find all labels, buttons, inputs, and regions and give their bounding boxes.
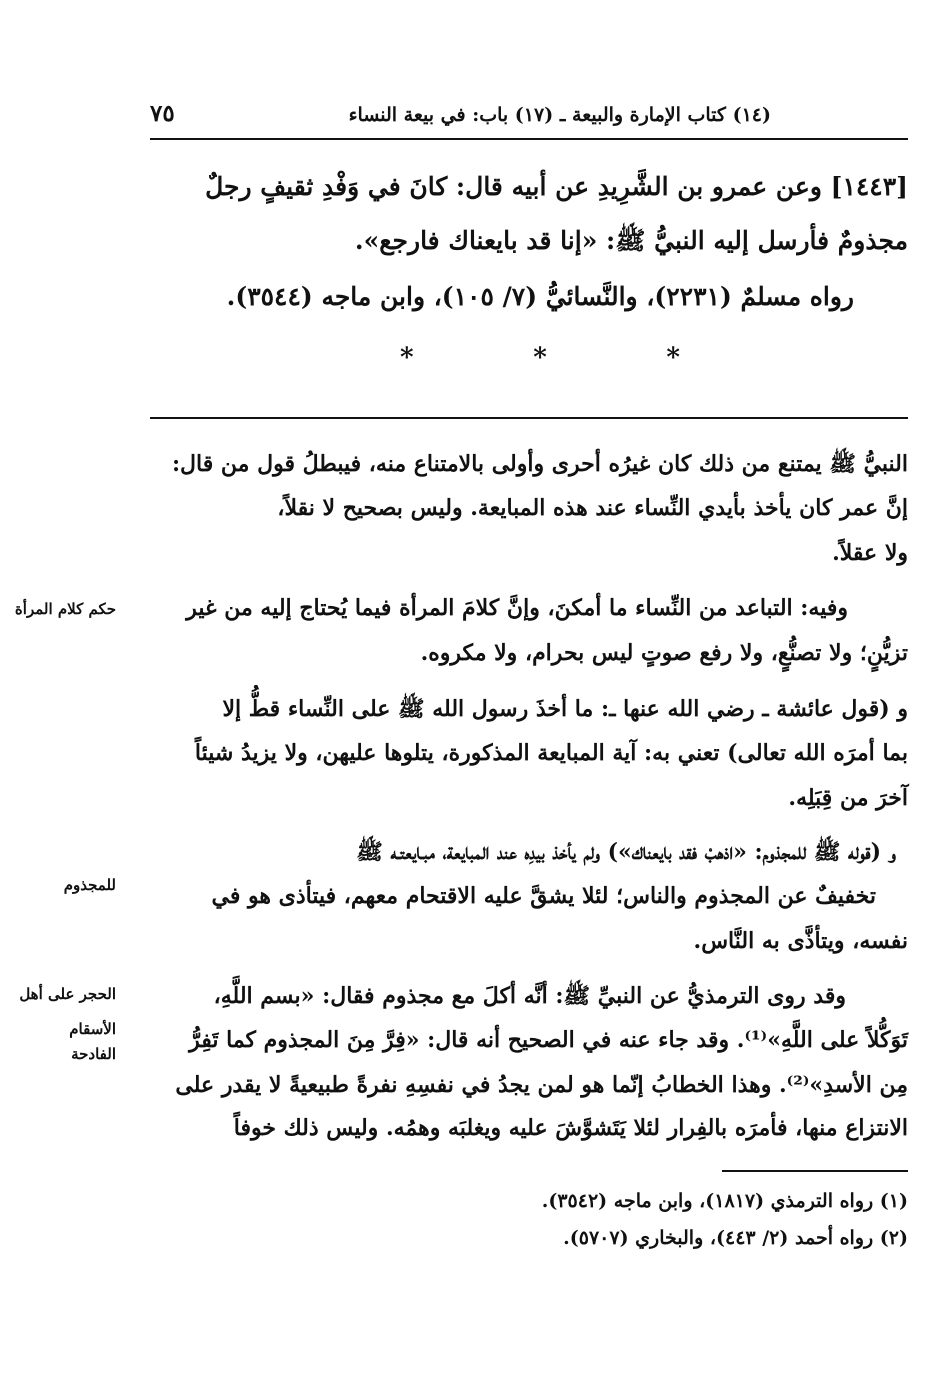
commentary-line: الانتزاع منها، فأمرَه بالفِرار لئلا يَتَشوَّشَ عليه ويغلبَه وهمُه. وليس ذلك خوفاً (233, 1115, 908, 1141)
commentary-line: ولا عقلاً. (832, 540, 908, 566)
star-divider: * (400, 343, 414, 373)
margin-note: الفادحة (71, 1045, 116, 1063)
commentary-line: إنَّ عمر كان يأخذ بأيدي النِّساء عند هذه المبايعة. وليس بصحيح لا نقلاً، (277, 495, 908, 521)
star-divider: * (533, 343, 547, 373)
hadith-line: مجذومٌ فأرسل إليه النبيُّ ﷺ: «إنا قد بايعناك فارجع». (354, 226, 908, 255)
commentary-line: تخفيفٌ عن المجذوم والناس؛ لئلا يشقَّ عليه الاقتحام معهم، فيتأذى هو في (211, 883, 876, 909)
margin-note: الأسقام (69, 1020, 116, 1038)
margin-note: حكم كلام المرأة (14, 600, 116, 618)
commentary-line: نفسه، ويتأذَّى به النَّاس. (693, 928, 908, 954)
footnote: (١) رواه الترمذي (١٨١٧)، وابن ماجه (٣٥٤٢). (541, 1190, 908, 1212)
commentary-line: وقد روى الترمذيُّ عن النبيِّ ﷺ: أنَّه أكلَ مع مجذوم فقال: «بسم اللَّهِ، (213, 983, 846, 1009)
commentary-line: وفيه: التباعد من النِّساء ما أمكنَ، وإنَّ كلامَ المرأة فيما يُحتاج إليه من غير (186, 595, 848, 621)
footnote: (٢) رواه أحمد (٢/ ٤٤٣)، والبخاري (٥٧٠٧). (563, 1227, 908, 1249)
header-rule (150, 138, 908, 140)
commentary-line: و (قول عائشة ـ رضي الله عنها ـ: ما أخذَ رسول الله ﷺ على النِّساء قطُّ إلا (222, 696, 908, 722)
margin-note: للمجذوم (63, 876, 116, 894)
commentary-line: تَوَكُّلاً على اللَّهِ»⁽¹⁾. وقد جاء عنه في الصحيح أنه قال: «فِرَّ مِنَ المجذوم كما تَفِرُّ (189, 1027, 908, 1053)
page-number: ٧٥ (150, 100, 175, 127)
footnote-rule (722, 1170, 908, 1172)
margin-note: الحجر على أهل (19, 985, 116, 1003)
commentary-line: بما أمرَه الله تعالى) تعني به: آية المبايعة المذكورة، يتلوها عليهن، ولا يزيدُ شيئاً (194, 740, 908, 766)
commentary-line: مِن الأسدِ»⁽²⁾. وهذا الخطابُ إنّما هو لمن يجدُ في نفسِهِ نفرةً طبيعيةً لا يقدر على (175, 1072, 908, 1098)
commentary-line: تزيُّنٍ؛ ولا تصنُّعٍ، ولا رفع صوتٍ ليس بحرام، ولا مكروه. (420, 640, 908, 666)
hadith-source-line: رواه مسلمٌ (٢٢٣١)، والنَّسائيُّ (٧/ ١٠٥)، وابن ماجه (٣٥٤٤). (226, 282, 854, 311)
running-header-title: (١٤) كتاب الإمارة والبيعة ـ (١٧) باب: في بيعة النساء (348, 104, 771, 126)
commentary-line: و (قوله ﷺ للمجذوم: «اذهبْ فقد بايعناك») ولم يأخذ بيدِه عند المبايعة، مبـايعتـه ﷺ (356, 839, 896, 865)
commentary-separator (150, 417, 908, 419)
section-stars (400, 343, 680, 373)
hadith-line: [١٤٤٣] وعن عمرو بن الشَّرِيدِ عن أبيه قال: كانَ في وَفْدِ ثقيفٍ رجلٌ (205, 172, 908, 201)
commentary-line: آخرَ من قِبَلِه. (788, 785, 908, 811)
commentary-line: النبيُّ ﷺ يمتنع من ذلك كان غيرُه أحرى وأولى بالامتناع منه، فيبطلُ قول من قال: (171, 451, 908, 477)
star-divider: * (666, 343, 680, 373)
